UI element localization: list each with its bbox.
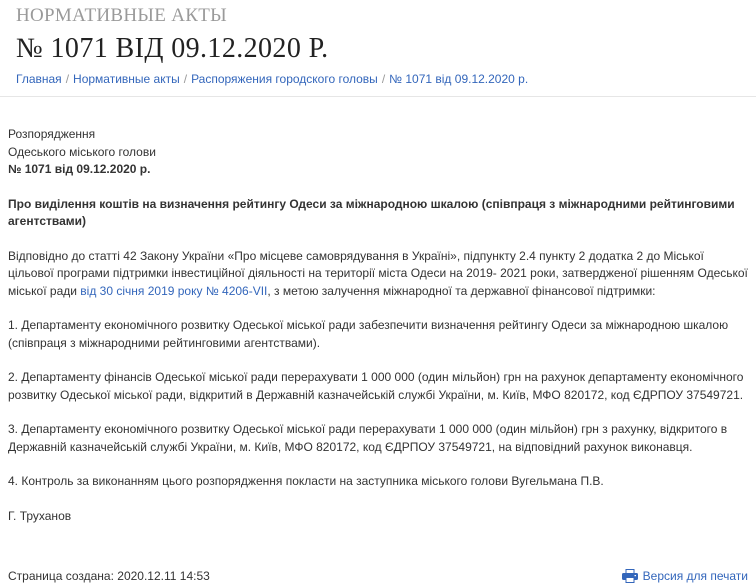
document-item-3: 3. Департаменту економічного розвитку Одеської міської ради перерахувати 1 000 000 (один мільйон) грн з рахунку, відкритого в Державній казначейській службі України, м. Київ, МФО 820172, код ЄДРПОУ 37549721, на відповідний рахунок виконавця.	[8, 422, 728, 454]
page-section-label: НОРМАТИВНЫЕ АКТЫ	[16, 5, 227, 26]
page-footer	[8, 569, 748, 585]
document-item-4: 4. Контроль за виконанням цього розпорядження покласти на заступника міського голови Вугельмана П.В.	[8, 474, 604, 488]
breadcrumb-separator: /	[381, 72, 386, 86]
breadcrumb-separator: /	[65, 72, 70, 86]
print-version-label: Версия для печати	[642, 569, 748, 583]
header-divider	[0, 96, 756, 97]
breadcrumb-normative-acts-link[interactable]: Нормативные акты	[73, 72, 180, 86]
breadcrumb-orders-link[interactable]: Распоряжения городского головы	[191, 72, 378, 86]
page-title: № 1071 ВІД 09.12.2020 Р.	[16, 33, 329, 64]
document-item-1: 1. Департаменту економічного розвитку Одеської міської ради забезпечити визначення рейтингу Одеси за міжнародною шкалою (співпраця з міжнародними рейтинговими агентствами).	[8, 318, 729, 350]
breadcrumb	[16, 72, 528, 86]
document-header	[8, 126, 748, 179]
breadcrumb-separator: /	[183, 72, 188, 86]
decision-link[interactable]: від 30 січня 2019 року № 4206-VII	[80, 283, 268, 298]
printer-icon	[622, 569, 638, 583]
document-item-2: 2. Департаменту фінансів Одеської міської ради перерахувати 1 000 000 (один мільйон) грн на рахунок департаменту економічного розвитку Одеської міської ради, відкритий в Державній казначейській службі України, м. Київ, МФО 820172, код ЄДРПОУ 37549721.	[8, 370, 744, 402]
document-content	[8, 126, 748, 525]
preamble-text-end: , з метою залучення міжнародної та державної фінансової підтримки:	[267, 283, 656, 298]
preamble-text: Відповідно до статті 42 Закону України «Про місцеве самоврядування в Україні», підпункту 2.4 пункту 2 додатка 2 до Міської цільової програми підтримки інвестиційної діяльності на території міста Одеси на 2019- 2021 роки, затвердженої рішенням Одеської міської ради	[8, 248, 748, 298]
document-type: Розпорядження	[8, 127, 96, 141]
print-version-link[interactable]	[622, 569, 748, 583]
page-created-date: Страница создана: 2020.12.11 14:53	[8, 569, 210, 583]
document-subject: Про виділення коштів на визначення рейтингу Одеси за міжнародною шкалою (співпраця з міжнародними рейтинговими агентствами)	[8, 196, 735, 228]
document-number: № 1071 від 09.12.2020 р.	[8, 162, 151, 176]
breadcrumb-home-link[interactable]: Главная	[16, 72, 62, 86]
document-issuer: Одеського міського голови	[8, 144, 156, 159]
breadcrumb-current-link[interactable]: № 1071 від 09.12.2020 р.	[389, 72, 529, 86]
document-signature: Г. Труханов	[8, 508, 72, 523]
document-preamble	[8, 248, 748, 301]
